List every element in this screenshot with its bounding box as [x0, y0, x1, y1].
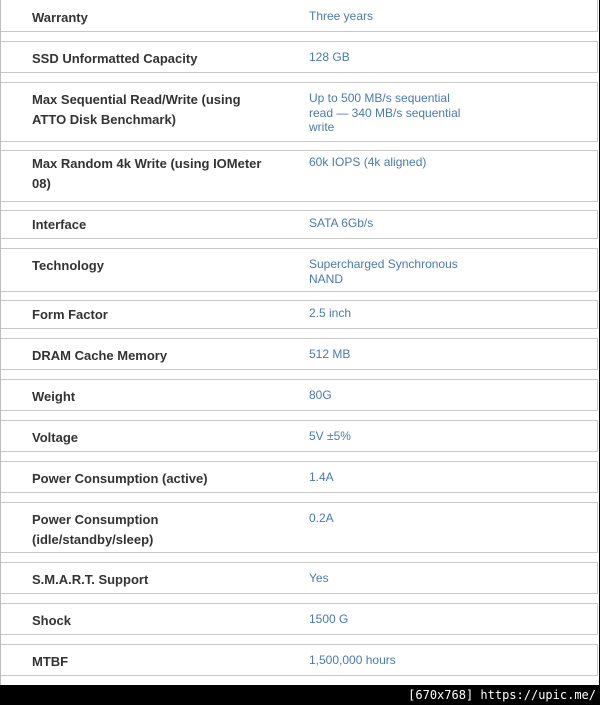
spec-table: [1, 0, 599, 685]
spec-label: MTBF: [32, 654, 69, 669]
spec-row-voltage: [1, 420, 598, 452]
spec-row-interface: [1, 210, 598, 239]
spec-row-shock: [1, 603, 598, 635]
watermark-text: [670x768] https://upic.me/: [408, 688, 596, 702]
spec-label: DRAM Cache Memory: [32, 348, 168, 363]
spec-label: Technology: [32, 258, 104, 273]
spec-label: Warranty: [32, 10, 88, 25]
spec-row-smart: [1, 562, 598, 594]
spec-label: Form Factor: [32, 307, 108, 322]
spec-label: Shock: [32, 613, 72, 628]
spec-value: 1500 G: [309, 612, 349, 626]
spec-row-warranty: [1, 0, 598, 32]
spec-value: SATA 6Gb/s: [309, 216, 374, 230]
spec-value: Three years: [309, 9, 374, 23]
spec-value: 512 MB: [309, 347, 351, 361]
spec-value: Up to 500 MB/s sequential read — 340 MB/s sequential write: [309, 91, 461, 134]
spec-value: 1.4A: [309, 470, 334, 484]
spec-row-technology: [1, 248, 598, 292]
spec-value: Yes: [309, 571, 329, 585]
spec-row-form-factor: [1, 300, 598, 329]
spec-label: Max Sequential Read/Write (using ATTO Disk Benchmark): [32, 92, 241, 127]
spec-row-random-4k: [1, 150, 598, 202]
spec-value: 80G: [309, 388, 332, 402]
spec-label: Weight: [32, 389, 76, 404]
spec-row-sequential: [1, 82, 598, 142]
spec-row-weight: [1, 379, 598, 411]
spec-label: Max Random 4k Write (using IOMeter 08): [32, 156, 262, 191]
spec-label: Voltage: [32, 430, 78, 445]
spec-label: S.M.A.R.T. Support: [32, 572, 149, 587]
spec-value: 60k IOPS (4k aligned): [309, 155, 427, 169]
spec-value: 0.2A: [309, 511, 334, 525]
spec-value: 128 GB: [309, 50, 350, 64]
spec-value: Supercharged Synchronous NAND: [309, 257, 458, 286]
spec-row-power-idle: [1, 502, 598, 553]
spec-row-mtbf: [1, 644, 598, 676]
spec-row-power-active: [1, 461, 598, 493]
spec-value: 2.5 inch: [309, 306, 352, 320]
spec-label: Power Consumption (active): [32, 471, 208, 486]
spec-label: Power Consumption (idle/standby/sleep): [32, 512, 159, 547]
spec-label: SSD Unformatted Capacity: [32, 51, 198, 66]
spec-value: 1,500,000 hours: [309, 653, 396, 667]
spec-row-dram-cache: [1, 338, 598, 370]
spec-label: Interface: [32, 217, 87, 232]
spec-row-capacity: [1, 41, 598, 73]
spec-value: 5V ±5%: [309, 429, 351, 443]
